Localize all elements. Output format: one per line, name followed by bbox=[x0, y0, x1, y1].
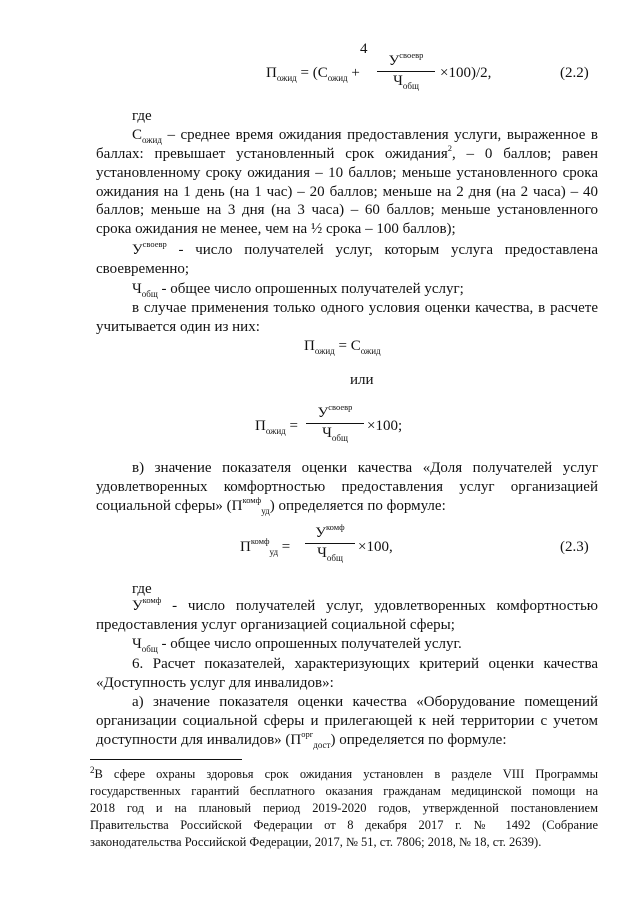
or-text: или bbox=[350, 372, 374, 388]
ch-definition-2 bbox=[132, 635, 462, 654]
s-definition-line-2-b: , – 0 баллов; равен bbox=[451, 146, 598, 162]
formula-alt-2-lhs-sub: ожид bbox=[265, 426, 286, 436]
footnote-line-3: 2018 год и на плановый период 2019-2020 годов, утвержденной постановлением bbox=[90, 801, 598, 815]
para-a-sub: дост bbox=[313, 740, 331, 750]
u-komf-sup: комф bbox=[142, 597, 162, 605]
single-condition-line-2: учитывается один из них: bbox=[96, 319, 260, 335]
where-label-2: где bbox=[132, 581, 152, 597]
u-definition-sup: своевр bbox=[142, 241, 167, 249]
single-condition-line-1: в случае применения только одного условия оценки качества, в расчете bbox=[132, 300, 598, 316]
formula-2-2-numerator bbox=[377, 50, 435, 70]
s-definition-line-1 bbox=[132, 126, 598, 145]
formula-2-2-tail: ×100)/2, bbox=[440, 65, 492, 81]
s-definition-line-2-a: баллах: превышает установленный срок ожидания bbox=[96, 146, 448, 162]
ch-definition-2-text: - общее число опрошенных получателей услуг. bbox=[157, 636, 462, 652]
s-definition-text: – среднее время ожидания предоставления услуги, выраженное в bbox=[161, 127, 598, 143]
formula-2-2-left bbox=[266, 64, 360, 83]
formula-2-2-plus: + bbox=[351, 65, 360, 81]
para-6-line-2: «Доступность услуг для инвалидов»: bbox=[96, 675, 334, 691]
formula-alt-1 bbox=[304, 337, 381, 356]
formula-alt-2-denominator bbox=[306, 425, 364, 442]
ch-definition-2-sub: общ bbox=[141, 644, 158, 654]
formula-2-2-num-sup: своевр bbox=[399, 50, 424, 60]
formula-2-3-fraction-bar bbox=[305, 543, 355, 544]
formula-2-2-num-letter: У bbox=[388, 53, 400, 69]
formula-alt-2-fraction bbox=[306, 402, 364, 443]
para-v-sub: уд bbox=[261, 506, 270, 516]
formula-alt-2-left bbox=[255, 417, 298, 436]
footnote-line-5: законодательства Российской Федерации, 2017, № 51, ст. 7806; 2018, № 18, ст. 2639). bbox=[90, 835, 542, 849]
formula-2-2-fraction bbox=[377, 50, 435, 91]
u-definition-line-2: своевременно; bbox=[96, 261, 190, 277]
formula-2-3-tail: ×100, bbox=[358, 539, 393, 555]
u-definition-text: - число получателей услуг, которым услуга предоставлена bbox=[166, 242, 598, 258]
s-definition-line-6: срока ожидания не менее, чем на ½ срока – 100 баллов); bbox=[96, 221, 456, 237]
ch-definition-sub: общ bbox=[141, 289, 158, 299]
formula-alt-2-num-letter: У bbox=[317, 405, 329, 421]
formula-2-3-num-letter: У bbox=[315, 525, 326, 541]
para-v-line-2: удовлетворенных комфортностью предоставления услуг организацией bbox=[96, 479, 598, 495]
formula-2-2-s-sub: ожид bbox=[327, 73, 348, 83]
formula-2-3-lhs: П bbox=[240, 539, 251, 555]
s-definition-line-5: баллов; меньше на 3 дня (на 3 часа) – 60 баллов; меньше установленного bbox=[96, 202, 598, 218]
ch-definition-2-letter: Ч bbox=[132, 636, 142, 652]
formula-2-2-den-letter: Ч bbox=[393, 73, 403, 89]
footnote-line-2: государственных гарантий бесплатного оказания гражданам медицинской помощи на bbox=[90, 784, 598, 798]
u-komf-letter: У bbox=[132, 598, 143, 614]
formula-2-2-open: = (С bbox=[300, 65, 328, 81]
ch-definition-text: - общее число опрошенных получателей услуг; bbox=[157, 281, 464, 297]
para-a-line-3-a: доступности для инвалидов» (П bbox=[96, 732, 302, 748]
para-6-line-1: 6. Расчет показателей, характеризующих критерий оценки качества bbox=[132, 656, 598, 672]
footnote-separator bbox=[90, 759, 242, 760]
footnote-line-1 bbox=[90, 766, 598, 784]
formula-2-3-lhs-sub: уд bbox=[269, 547, 279, 557]
formula-alt-1-lhs-sub: ожид bbox=[314, 346, 335, 356]
para-v-line-1: в) значение показателя оценки качества «Доля получателей услуг bbox=[132, 460, 598, 476]
formula-alt-2-fraction-bar bbox=[306, 423, 364, 424]
formula-alt-2-lhs: П bbox=[255, 418, 266, 434]
s-definition-line-2 bbox=[96, 145, 598, 164]
u-komf-definition-line-1 bbox=[132, 597, 598, 616]
footnote-ref-2: 2 bbox=[447, 145, 452, 153]
u-definition-letter: У bbox=[132, 242, 143, 258]
u-definition-line-1 bbox=[132, 241, 598, 260]
formula-alt-2-eq: = bbox=[289, 418, 298, 434]
footnote-text-1: В сфере охраны здоровья срок ожидания установлен в разделе VIII Программы bbox=[94, 767, 598, 781]
formula-alt-1-eq: = С bbox=[334, 338, 361, 354]
formula-2-2-denominator bbox=[377, 73, 435, 90]
where-label-1: где bbox=[132, 108, 152, 124]
para-v-line-3-b: ) определяется по формуле: bbox=[269, 498, 446, 514]
para-v-line-3-a: социальной сферы» (П bbox=[96, 498, 243, 514]
footnote-line-4: Правительства Российской Федерации от 8 декабря 2017 г. № 1492 (Собрание bbox=[90, 818, 598, 832]
s-definition-line-4: ожидания на 1 день (на 1 час) – 20 баллов; меньше на 2 дня (на 2 часа) – 40 bbox=[96, 184, 598, 200]
formula-2-3-eq: = bbox=[281, 539, 291, 555]
para-a-line-3-b: ) определяется по формуле: bbox=[330, 732, 507, 748]
para-a-line-1: а) значение показателя оценки качества «Оборудование помещений bbox=[132, 694, 598, 710]
formula-2-3-denominator bbox=[305, 545, 355, 562]
u-komf-definition-line-2: предоставления услуг организацией социальной сферы; bbox=[96, 617, 455, 633]
formula-2-3-left bbox=[240, 538, 290, 557]
formula-alt-2-den-sub: общ bbox=[331, 433, 348, 443]
s-definition-sub: ожид bbox=[142, 135, 162, 145]
formula-alt-2-den-letter: Ч bbox=[322, 425, 332, 441]
formula-alt-1-rhs-sub: ожид bbox=[360, 346, 381, 356]
formula-2-2-fraction-bar bbox=[377, 71, 435, 72]
ch-definition-letter: Ч bbox=[132, 281, 142, 297]
formula-2-3-fraction bbox=[305, 522, 355, 563]
s-definition-line-3: установленному сроку ожидания – 10 баллов; меньше установленного срока bbox=[96, 165, 598, 181]
footnote-mark: 2 bbox=[90, 766, 95, 775]
para-a-line-2: организации социальной сферы и прилегающей к ней территории с учетом bbox=[96, 713, 598, 729]
u-komf-text: - число получателей услуг, удовлетворенных комфортностью bbox=[161, 598, 598, 614]
formula-2-2-lhs-sub: ожид bbox=[276, 73, 297, 83]
formula-alt-2-num-sup: своевр bbox=[328, 402, 353, 412]
formula-2-3-num-sup: комф bbox=[325, 522, 345, 532]
formula-alt-2-tail: ×100; bbox=[367, 418, 403, 434]
para-a-line-3 bbox=[96, 731, 507, 750]
formula-2-3-den-sub: общ bbox=[326, 553, 343, 563]
para-v-sup: комф bbox=[242, 497, 262, 505]
page-number: 4 bbox=[360, 41, 368, 57]
formula-2-3-numerator bbox=[305, 522, 355, 542]
para-v-line-3 bbox=[96, 497, 446, 516]
formula-2-2-den-sub: общ bbox=[402, 81, 419, 91]
ch-definition bbox=[132, 280, 464, 299]
formula-alt-1-lhs: П bbox=[304, 338, 315, 354]
s-definition-letter: С bbox=[132, 127, 143, 143]
formula-alt-2-numerator bbox=[306, 402, 364, 422]
formula-2-3-lhs-sup: комф bbox=[250, 536, 270, 546]
para-a-sup: орг bbox=[301, 731, 314, 739]
formula-2-2-lhs: П bbox=[266, 65, 277, 81]
formula-2-2-number: (2.2) bbox=[560, 65, 589, 81]
formula-2-3-number: (2.3) bbox=[560, 539, 589, 555]
formula-2-3-den-letter: Ч bbox=[317, 545, 327, 561]
